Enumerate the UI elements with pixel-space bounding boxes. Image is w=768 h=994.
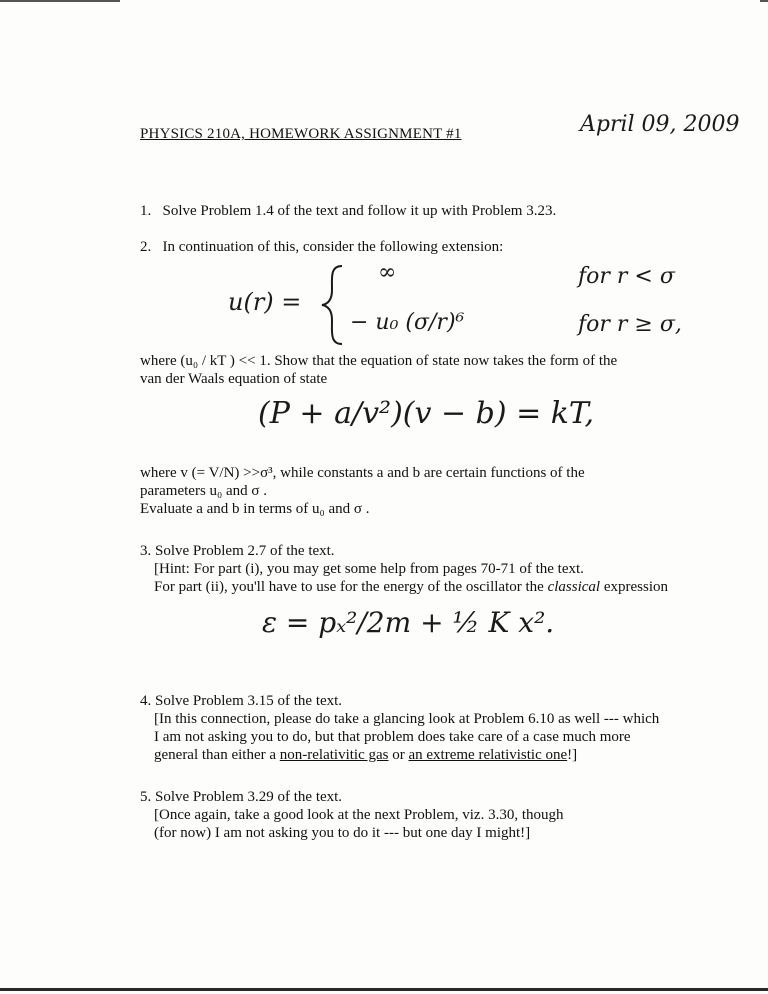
- item-number: 4.: [140, 693, 152, 709]
- emphasis-classical: classical: [547, 579, 601, 595]
- energy-equation: ε = pₓ²/2m + ½ K x².: [262, 606, 555, 639]
- underlined-extreme-relativistic: an extreme relativistic one: [408, 747, 568, 763]
- potential-equation: [0, 258, 768, 348]
- item-2-line-5: Evaluate a and b in terms of u₀ and σ .: [140, 501, 370, 517]
- item-2-line-2: van der Waals equation of state: [140, 371, 328, 387]
- item-5-line-3: (for now) I am not asking you to do it --- but one day I might!]: [154, 825, 531, 841]
- item-number: 3.: [140, 543, 152, 559]
- case-2-condition: for r ≥ σ,: [578, 312, 682, 337]
- item-3-line-3: For part (ii), you'll have to use for the energy of the oscillator the classical expression: [154, 579, 668, 595]
- item-4-line-3: I am not asking you to do, but that problem does take care of a case much more: [154, 729, 631, 745]
- item-text: In continuation of this, consider the following extension:: [162, 239, 504, 255]
- item-2-line-1: where (u₀ / kT ) << 1. Show that the equation of state now takes the form of the: [140, 353, 618, 369]
- case-2-value: − u₀ (σ/r)⁶: [350, 310, 465, 335]
- item-number: 1.: [140, 203, 152, 219]
- item-number: 5.: [140, 789, 152, 805]
- curly-brace: [318, 262, 348, 348]
- case-1-condition: for r < σ: [578, 264, 675, 289]
- item-2: [140, 238, 503, 256]
- item-text: Solve Problem 3.15 of the text.: [155, 693, 343, 709]
- page-title: PHYSICS 210A, HOMEWORK ASSIGNMENT #1: [140, 126, 462, 142]
- item-4-line-4: general than either a non-relativitic gas or an extreme relativistic one!]: [154, 747, 578, 763]
- item-text: Solve Problem 2.7 of the text.: [155, 543, 335, 559]
- item-4-line-2: [In this connection, please do take a glancing look at Problem 6.10 as well --- which: [154, 711, 660, 727]
- item-2-line-3: where v (= V/N) >>σ³, while constants a and b are certain functions of the: [140, 465, 585, 481]
- item-1: [140, 202, 556, 220]
- scan-bottom-edge: [0, 988, 768, 991]
- item-3-line-2: [Hint: For part (i), you may get some help from pages 70-71 of the text.: [154, 561, 584, 577]
- scan-artifact: [0, 0, 120, 2]
- scan-artifact: [760, 0, 768, 2]
- van-der-waals-equation: (P + a/v²)(v − b) = kT,: [258, 396, 595, 431]
- item-text: Solve Problem 1.4 of the text and follow it up with Problem 3.23.: [162, 203, 557, 219]
- item-5: [140, 788, 342, 806]
- potential-lhs: u(r) =: [228, 288, 302, 316]
- item-2-line-4: parameters u₀ and σ .: [140, 483, 268, 499]
- item-4: [140, 692, 342, 710]
- underlined-nonrelativistic: non-relativitic gas: [279, 747, 389, 763]
- handwritten-date: April 09, 2009: [580, 112, 740, 137]
- item-number: 2.: [140, 239, 152, 255]
- item-3: [140, 542, 335, 560]
- case-1-value: ∞: [378, 260, 397, 285]
- item-5-line-2: [Once again, take a good look at the next Problem, viz. 3.30, though: [154, 807, 564, 823]
- item-text: Solve Problem 3.29 of the text.: [155, 789, 343, 805]
